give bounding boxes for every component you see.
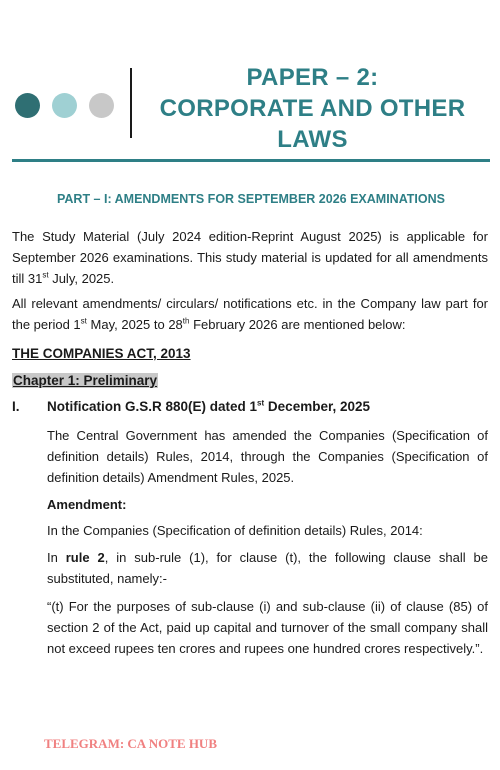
notification-body: The Central Government has amended the Companies (Specification of definition details) Rules, 2014, through the Companies (Specification of definition details) Amendment Rules, 2025. [47, 428, 488, 485]
dot-dark [15, 93, 40, 118]
amendment-intro: In the Companies (Specification of definition details) Rules, 2014: [47, 523, 423, 538]
dot-light [52, 93, 77, 118]
act-heading: THE COMPANIES ACT, 2013 [12, 346, 191, 361]
title-line-3: LAWS [277, 126, 348, 153]
intro-paragraph-2: All relevant amendments/ circulars/ notifications etc. in the Company law part for the period 1st May, 2025 to 28th February 2026 are mentioned below: [12, 296, 488, 332]
title-line-1: PAPER – 2: [246, 64, 379, 91]
substituted-clause: “(t) For the purposes of sub-clause (i) and sub-clause (ii) of clause (85) of section 2 of the Act, paid up capital and turnover of the small company shall not exceed rupees ten crores and rupees one hundred crores respectively.”. [47, 599, 488, 656]
part-heading: PART – I: AMENDMENTS FOR SEPTEMBER 2026 EXAMINATIONS [56, 192, 445, 206]
header-rule [12, 159, 490, 162]
decorative-dots [15, 93, 114, 118]
notification-number: I. [12, 399, 20, 414]
dot-gray [89, 93, 114, 118]
amendment-label: Amendment: [47, 497, 127, 512]
title-line-2: CORPORATE AND OTHER [159, 95, 466, 122]
intro-paragraph-1: The Study Material (July 2024 edition-Reprint August 2025) is applicable for September 2026 examinations. This study material is updated for all amendments till 31st July, 2025. [12, 229, 488, 286]
rule-text: In rule 2, in sub-rule (1), for clause (t), the following clause shall be substituted, namely:- [47, 550, 488, 586]
chapter-heading: Chapter 1: Preliminary [13, 373, 158, 388]
footer-watermark: TELEGRAM: CA NOTE HUB [44, 736, 217, 751]
page-title [140, 62, 485, 155]
notification-title: Notification G.S.R 880(E) dated 1st December, 2025 [47, 398, 370, 414]
header-divider [130, 68, 132, 138]
